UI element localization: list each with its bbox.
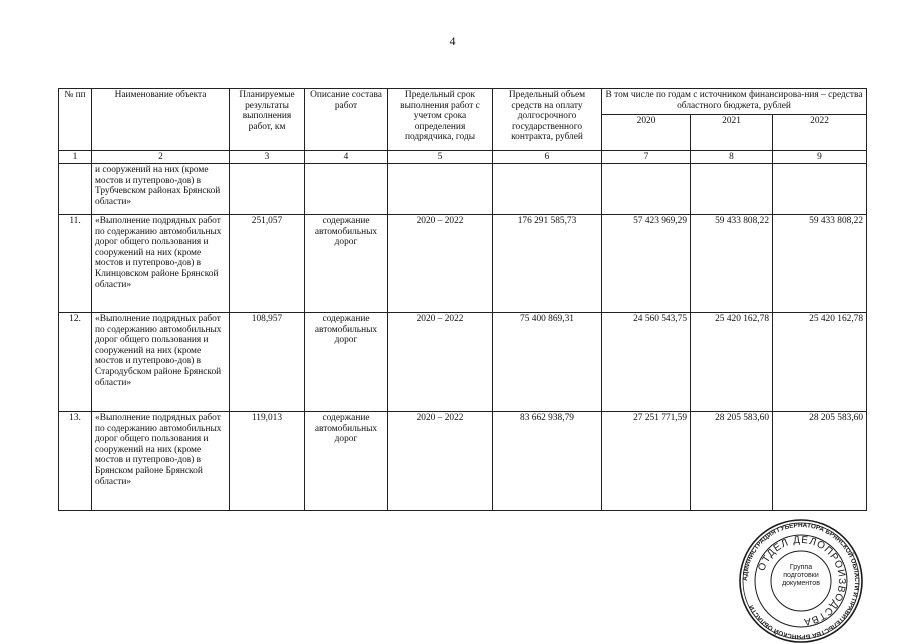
header-year-2022: 2022 [773, 115, 867, 151]
office-stamp [738, 518, 864, 644]
page-number: 4 [449, 34, 456, 48]
row-name: «Выполнение подрядных работ по содержанию автомобильных дорог общего пользования и сооружений на них (кроме мостов и путепрово-дов) в Клинцовском районе Брянской области» [92, 215, 230, 313]
column-number: 3 [230, 151, 305, 164]
row-no: 12. [59, 313, 92, 412]
header-no: № пп [59, 89, 92, 151]
row-km: 251,057 [230, 215, 305, 313]
column-number: 6 [493, 151, 602, 164]
column-number: 7 [602, 151, 691, 164]
column-number: 4 [305, 151, 388, 164]
row-desc: содержание автомобильных дорог [305, 313, 388, 412]
row-volume: 75 400 869,31 [493, 313, 602, 412]
row-name: «Выполнение подрядных работ по содержанию автомобильных дорог общего пользования и сооружений на них (кроме мостов и путепрово-дов) в Брянском районе Брянской области» [92, 412, 230, 511]
row-year-2022: 59 433 808,22 [773, 215, 867, 313]
stamp-center-text: Группа подготовки документов [782, 564, 820, 587]
row-desc: содержание автомобильных дорог [305, 412, 388, 511]
row-no: 13. [59, 412, 92, 511]
row-km: 108,957 [230, 313, 305, 412]
row-year-2021: 25 420 162,78 [691, 313, 773, 412]
row-year-2020: 24 560 543,75 [602, 313, 691, 412]
financing-table [58, 88, 867, 511]
row-volume: 83 662 938,79 [493, 412, 602, 511]
stamp-inner-text: ОТДЕЛ ДЕЛОПРОИЗВОДСТВА [756, 534, 848, 628]
column-number: 5 [388, 151, 493, 164]
table-row [59, 215, 867, 313]
table-row [59, 412, 867, 511]
table-row [59, 313, 867, 412]
header-km: Планируемые результаты выполнения работ, км [230, 89, 305, 151]
row-year-2022: 28 205 583,60 [773, 412, 867, 511]
column-number: 8 [691, 151, 773, 164]
row-year-2020: 57 423 969,29 [602, 215, 691, 313]
row-no: 11. [59, 215, 92, 313]
row-year-2020: 27 251 771,59 [602, 412, 691, 511]
row-year-2021: 59 433 808,22 [691, 215, 773, 313]
header-desc: Описание состава работ [305, 89, 388, 151]
header-years-group: В том числе по годам с источником финансирова-ния – средства областного бюджета, рублей [602, 89, 867, 115]
row-term: 2020 – 2022 [388, 313, 493, 412]
stamp-outer-text: АДМИНИСТРАЦИЯ ГУБЕРНАТОРА БРЯНСКОЙ ОБЛАСТИ И ПРАВИТЕЛЬСТВА БРЯНСКОЙ ОБЛАСТИ [741, 521, 861, 641]
row-term: 2020 – 2022 [388, 412, 493, 511]
continuation-row [59, 164, 867, 215]
row-year-2021: 28 205 583,60 [691, 412, 773, 511]
row-km: 119,013 [230, 412, 305, 511]
column-number-row [59, 151, 867, 164]
header-year-2020: 2020 [602, 115, 691, 151]
header-name: Наименование объекта [92, 89, 230, 151]
row-term: 2020 – 2022 [388, 215, 493, 313]
row-volume: 176 291 585,73 [493, 215, 602, 313]
header-volume: Предельный объем средств на оплату долгосрочного государственного контракта, рублей [493, 89, 602, 151]
column-number: 1 [59, 151, 92, 164]
header-year-2021: 2021 [691, 115, 773, 151]
column-number: 9 [773, 151, 867, 164]
row-year-2022: 25 420 162,78 [773, 313, 867, 412]
continuation-name: и сооружений на них (кроме мостов и путепрово-дов) в Трубчевском районах Брянской области» [92, 164, 230, 215]
row-desc: содержание автомобильных дорог [305, 215, 388, 313]
column-number: 2 [92, 151, 230, 164]
header-term: Предельный срок выполнения работ с учетом срока определения подрядчика, годы [388, 89, 493, 151]
row-name: «Выполнение подрядных работ по содержанию автомобильных дорог общего пользования и сооружений на них (кроме мостов и путепрово-дов) в Стародубском районе Брянской области» [92, 313, 230, 412]
